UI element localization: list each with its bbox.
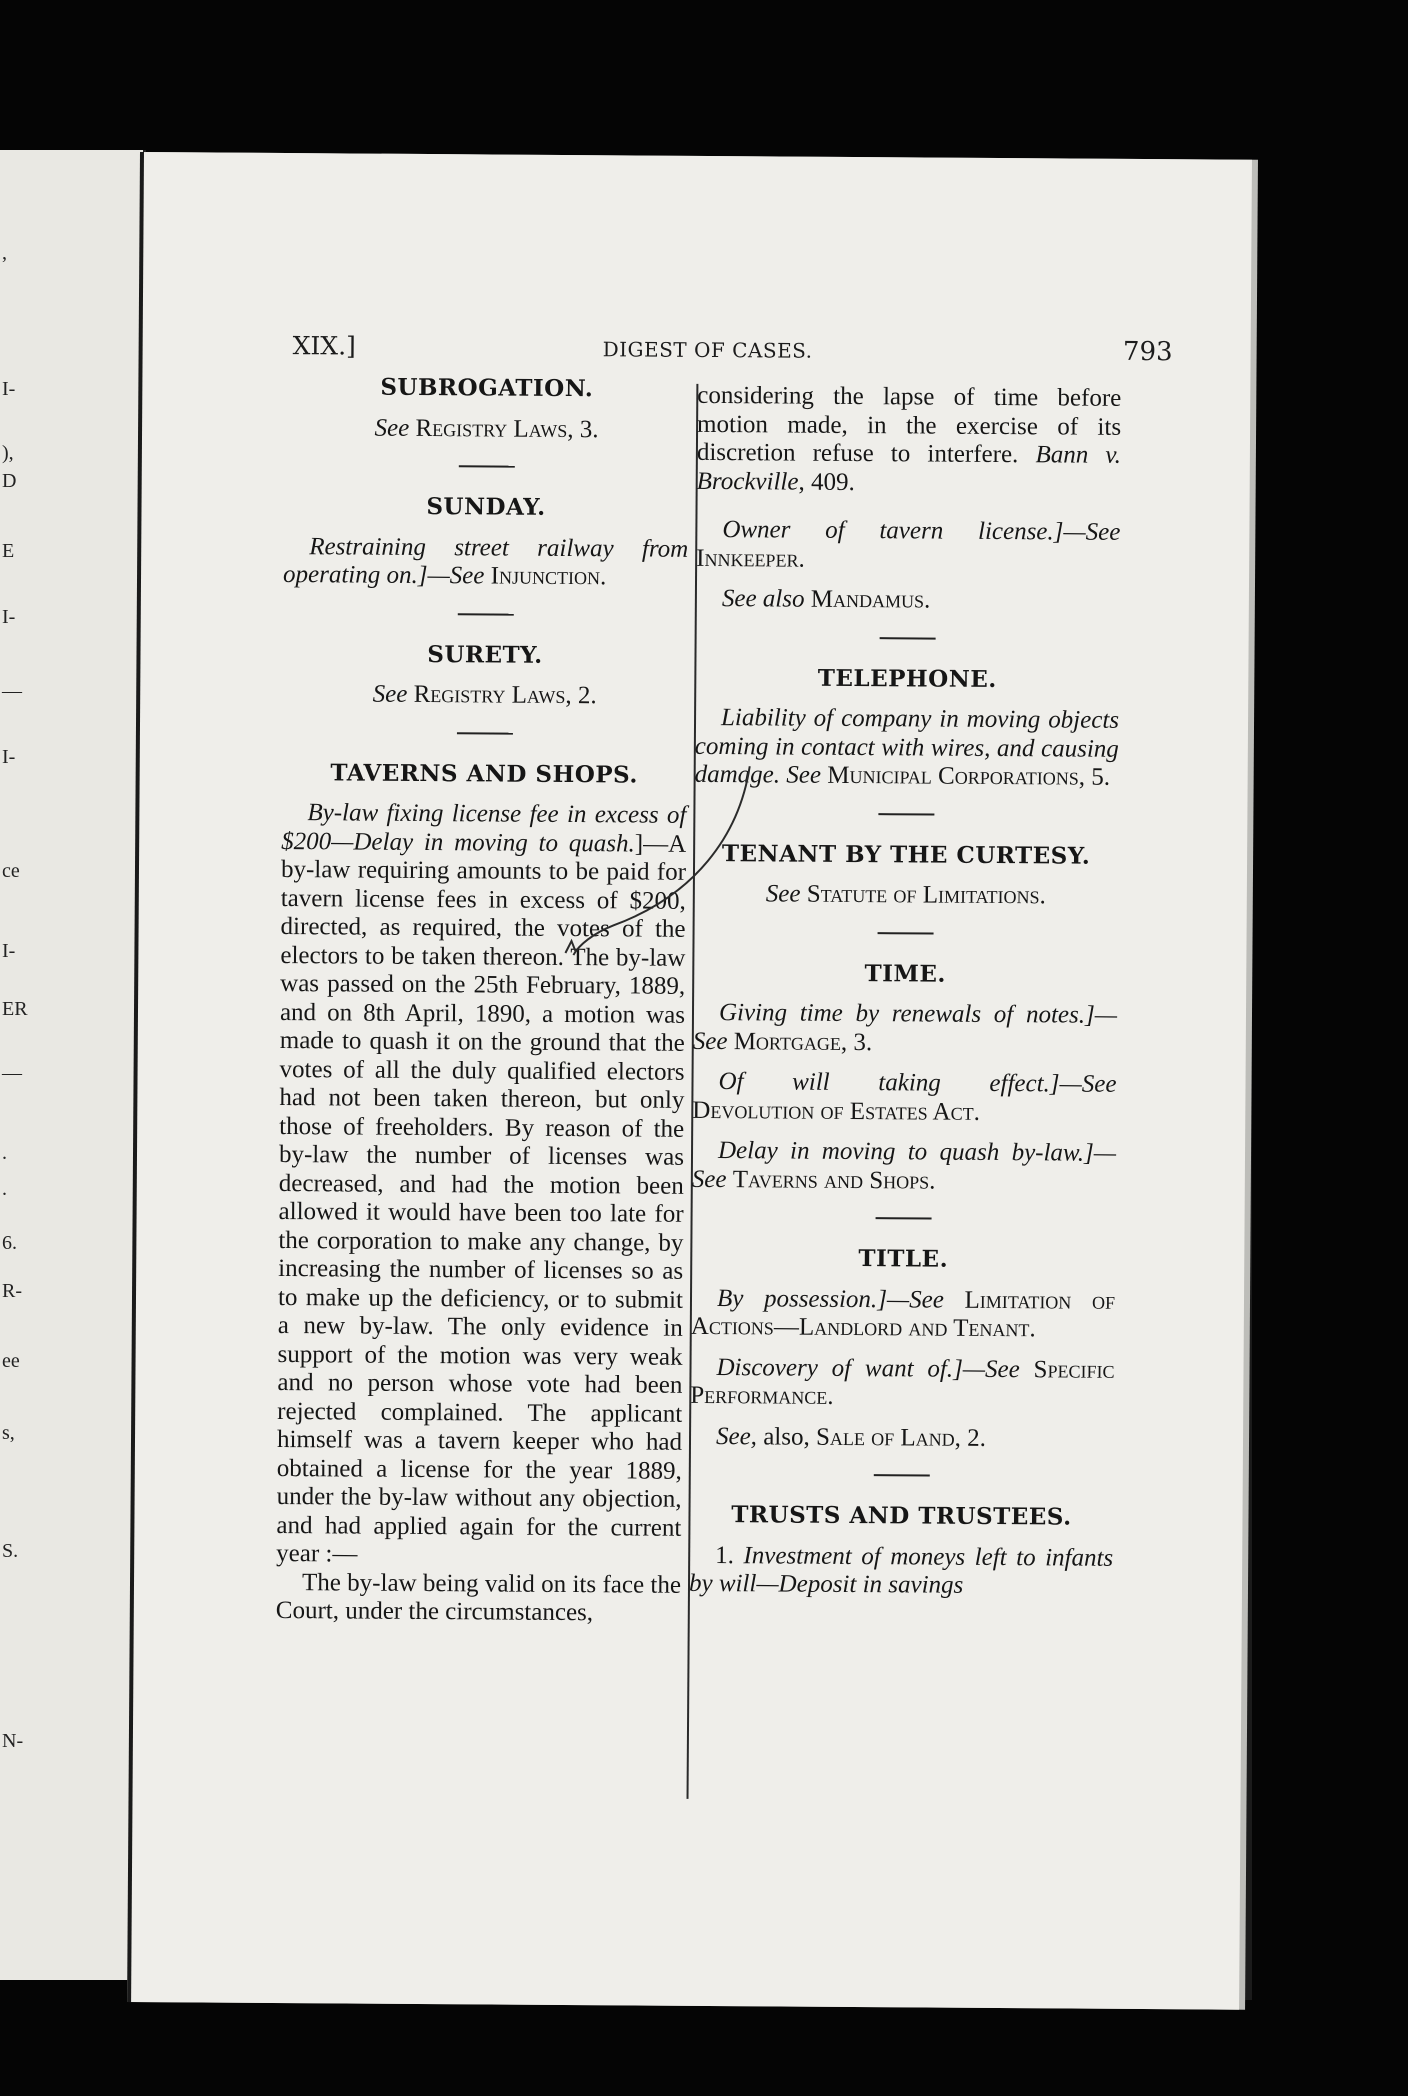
heading-surety: SURETY. bbox=[427, 640, 543, 669]
section-rule bbox=[458, 465, 514, 467]
margin-fragment: E bbox=[2, 540, 15, 562]
margin-fragment: . bbox=[2, 1142, 7, 1164]
running-head bbox=[292, 331, 1172, 377]
taverns-entry-continued: The by-law being valid on its face the Court, under the circumstances, bbox=[275, 1568, 682, 1627]
section-rule bbox=[878, 932, 934, 934]
heading-taverns-and-shops: TAVERNS AND SHOPS. bbox=[330, 758, 638, 788]
margin-fragment: S. bbox=[2, 1540, 19, 1562]
margin-fragment: ce bbox=[2, 860, 20, 882]
title-entry: Discovery of want of.]—See Specific Performance. bbox=[690, 1353, 1115, 1410]
cross-reference: See Registry Laws, 3. bbox=[374, 414, 599, 443]
margin-fragment: I- bbox=[2, 746, 16, 768]
margin-fragment: I- bbox=[2, 378, 16, 400]
trusts-entry: 1. Investment of moneys left to infants by will—Deposit in savings bbox=[688, 1541, 1114, 1599]
telephone-entry: Liability of company in moving objects coming in contact with wires, and causing damage. See Municipal Corporations, 5. bbox=[694, 704, 1120, 791]
section-rule bbox=[874, 1474, 930, 1476]
margin-fragment: ), bbox=[2, 442, 14, 464]
adjacent-page-edge bbox=[0, 150, 146, 1980]
margin-fragment: 6. bbox=[2, 1232, 17, 1254]
time-entry: Giving time by renewals of notes.]—See Mortgage, 3. bbox=[692, 999, 1118, 1056]
margin-fragment: N- bbox=[2, 1730, 24, 1752]
margin-fragment: ER bbox=[2, 998, 28, 1020]
volume-marker: XIX.] bbox=[292, 331, 356, 361]
page-title: DIGEST OF CASES. bbox=[602, 337, 813, 363]
margin-fragment: I- bbox=[2, 940, 16, 962]
sunday-entry: Restraining street railway from operating on.]—See Injunction. bbox=[282, 532, 689, 591]
margin-fragment: ee bbox=[2, 1350, 20, 1372]
page-number: 793 bbox=[1122, 336, 1173, 368]
section-rule bbox=[457, 613, 513, 615]
pen-mark bbox=[533, 755, 765, 977]
margin-fragment: , bbox=[2, 242, 7, 264]
margin-fragment: s, bbox=[2, 1422, 15, 1444]
heading-sunday: SUNDAY. bbox=[426, 493, 546, 521]
see-also-entry: See, also, Sale of Land, 2. bbox=[715, 1422, 987, 1452]
taverns-entry: By-law fixing license fee in excess of $200—Delay in moving to quash.]—A by-law requiring amounts to be paid for tavern license fees in excess of $200, directed, as required, the votes of the electors to be taken thereon. The by-law was passed on the 25th February, 1889, and on 8th April, 1890, a motion was made to quash it on the ground that the votes of all the duly qualified electors had not been taken thereon, but only those of freeholders. By reason of the by-law the number of licenses was decreased, and had the motion been allowed it would have been too late for the corporation to make any change, by increasing the number of licenses so as to make up the deficiency, or to submit a new by-law. The only evidence in support of the motion was very weak and no person whose vote had been rejected complained. The applicant himself was a tavern keeper who had obtained a license for the year 1889, under the by-law without any objection, and had applied again for the current year :— bbox=[276, 799, 687, 1568]
title-entry: By possession.]—See Limitation of Actions—Landlord and Tenant. bbox=[690, 1284, 1116, 1343]
margin-fragment: R- bbox=[2, 1280, 22, 1302]
section-rule bbox=[878, 813, 934, 815]
heading-tenant-by-the-curtesy: TENANT BY THE CURTESY. bbox=[721, 839, 1091, 870]
heading-subrogation: SUBROGATION. bbox=[380, 373, 594, 403]
section-rule bbox=[876, 1217, 932, 1219]
continued-entry: considering the lapse of time before motion made, in the exercise of its discretion refuse to interfere. Bann v. Brockville, 409. bbox=[696, 381, 1122, 496]
section-rule bbox=[456, 732, 512, 734]
margin-fragment: D bbox=[2, 470, 17, 492]
heading-trusts-and-trustees: TRUSTS AND TRUSTEES. bbox=[731, 1501, 1072, 1531]
margin-fragment: — bbox=[2, 1062, 22, 1084]
cross-reference: See Registry Laws, 2. bbox=[372, 680, 597, 710]
margin-fragment: . bbox=[2, 1178, 7, 1200]
heading-title: TITLE. bbox=[858, 1245, 949, 1273]
owner-entry: Owner of tavern license.]—See Innkeeper. bbox=[696, 516, 1121, 573]
margin-fragment: — bbox=[2, 680, 22, 702]
cross-reference: See Statute of Limitations. bbox=[765, 880, 1046, 910]
time-entry: Of will taking effect.]—See Devolution of Estates Act. bbox=[692, 1068, 1117, 1126]
time-entry: Delay in moving to quash by-law.]—See Taverns and Shops. bbox=[691, 1137, 1117, 1195]
margin-fragment: I- bbox=[2, 606, 16, 628]
section-rule bbox=[880, 637, 936, 639]
left-column bbox=[276, 373, 690, 1628]
digest-page bbox=[127, 152, 1252, 2010]
heading-time: TIME. bbox=[864, 959, 947, 988]
right-column bbox=[689, 382, 1121, 1601]
heading-telephone: TELEPHONE. bbox=[817, 664, 997, 693]
see-also-entry: See also Mandamus. bbox=[721, 585, 931, 614]
